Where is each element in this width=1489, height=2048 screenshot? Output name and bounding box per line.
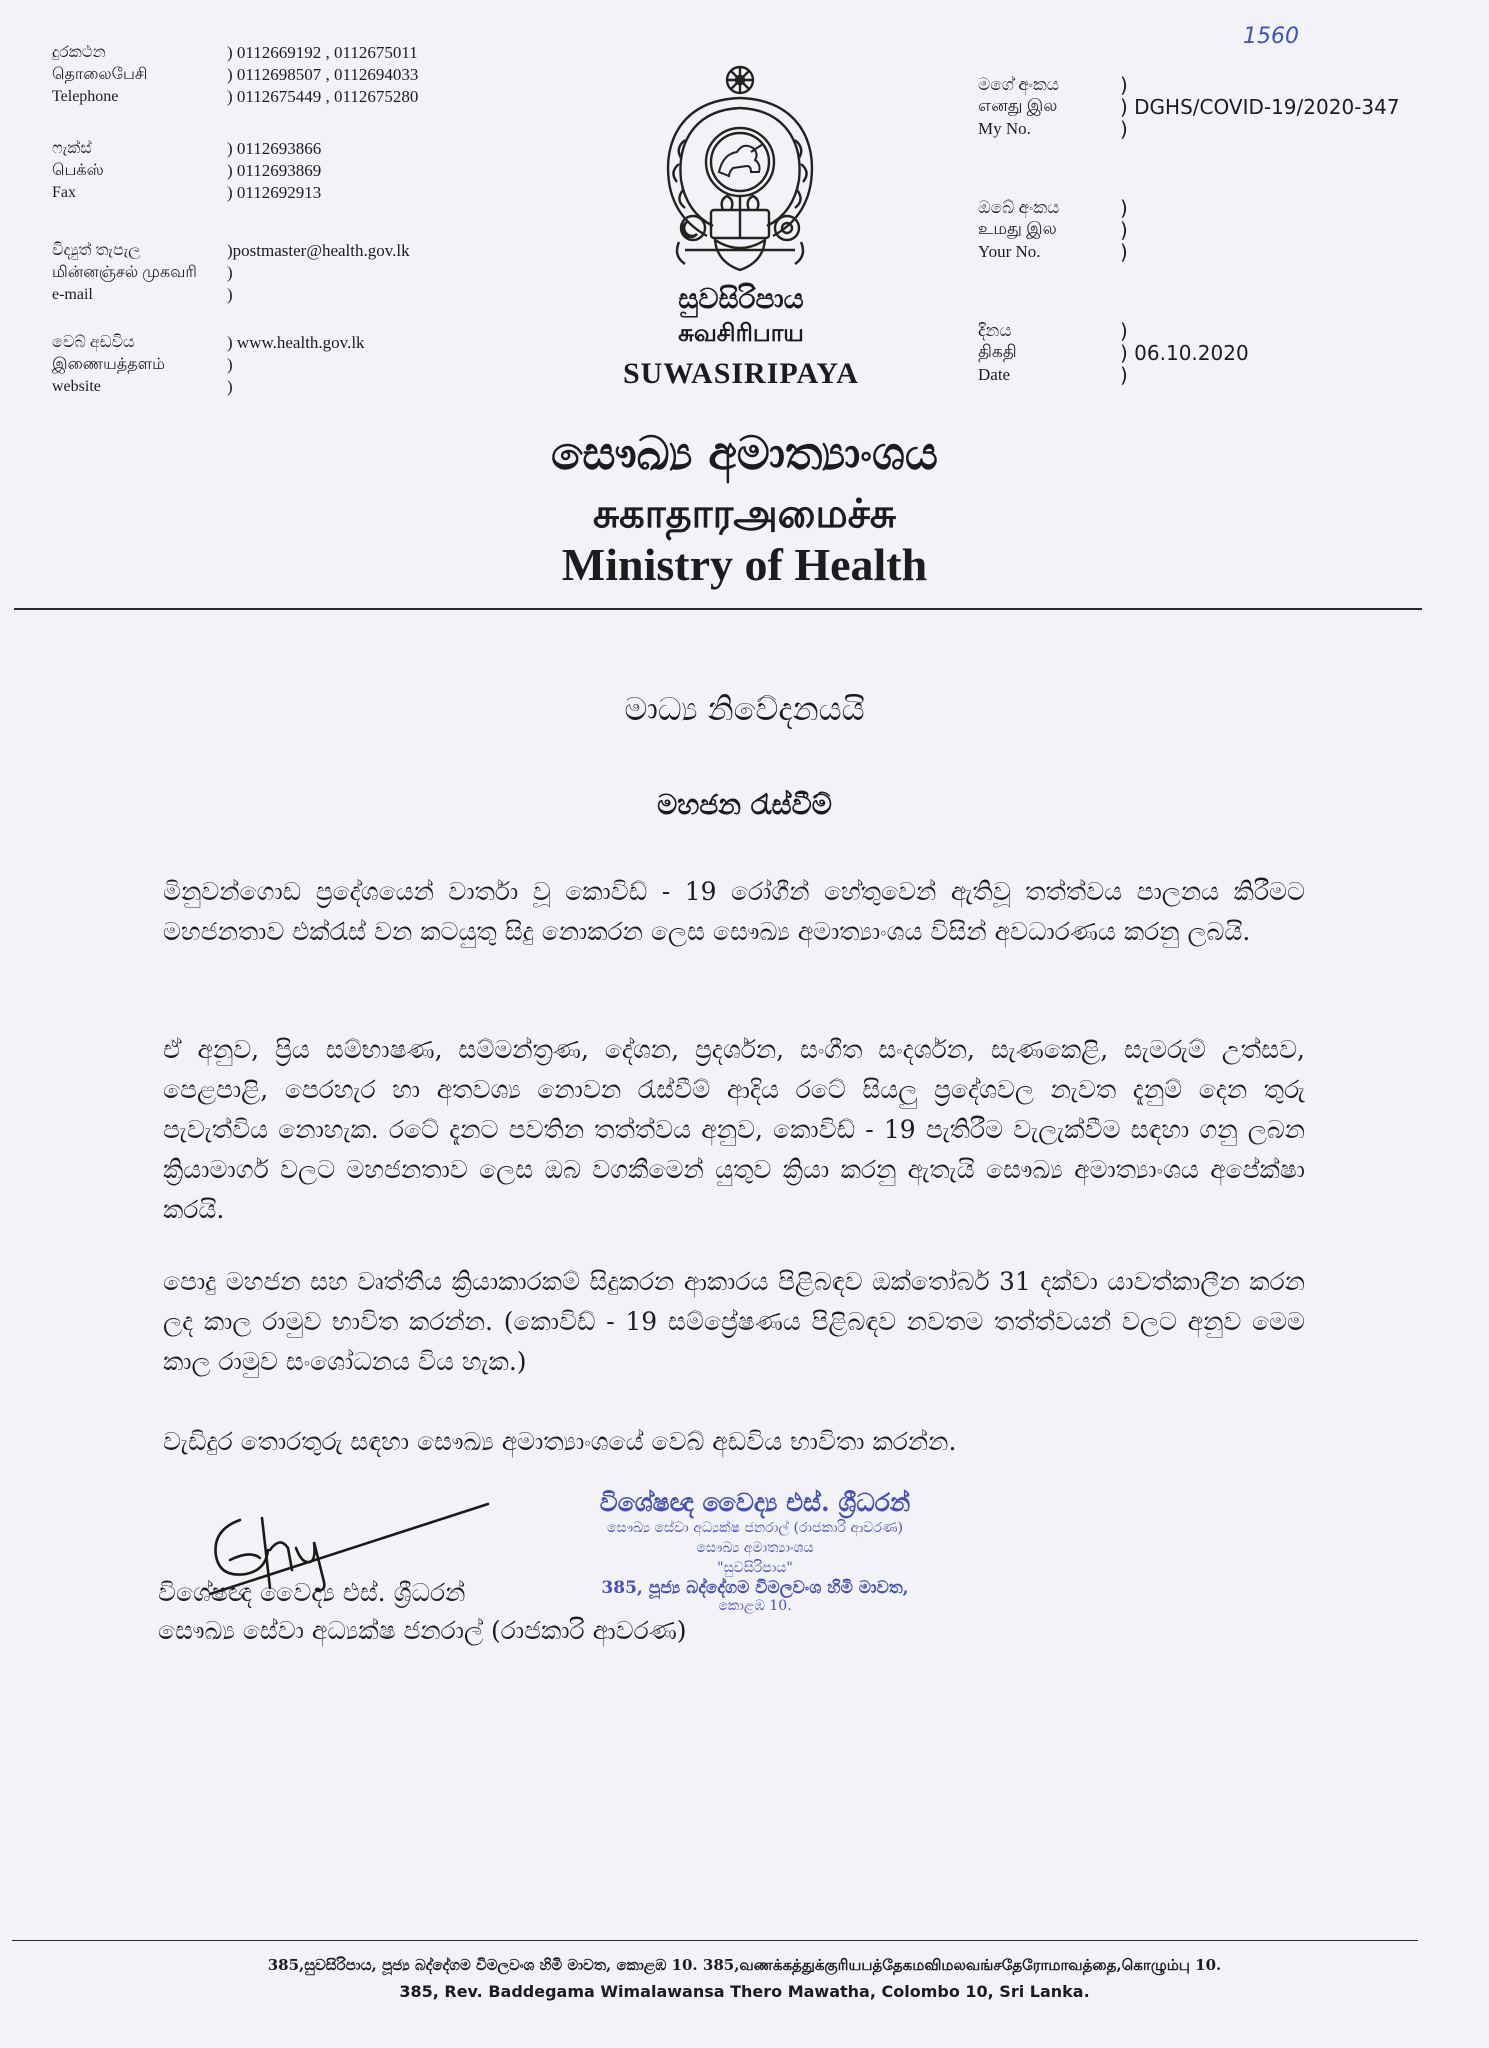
reference-my-no xyxy=(978,74,1400,140)
email-value-2: ) xyxy=(227,263,233,282)
telephone-value-3: ) 0112675449 , 0112675280 xyxy=(227,87,419,106)
signatory-title: සෞඛ්‍ය සේවා අධ්‍යක්ෂ ජනරාල් (රාජකාරි ආවරණ) xyxy=(158,1616,687,1645)
serial-number: 1560 xyxy=(1243,24,1299,49)
date-label-si: දිනය xyxy=(978,321,1012,340)
website-label-si: වෙබ් අඩවිය xyxy=(52,334,135,351)
telephone-label-en: Telephone xyxy=(52,88,119,105)
fax-label-ta: பெக்ஸ் xyxy=(52,162,104,179)
stamp-city: කොළඹ 10. xyxy=(718,1598,792,1614)
emblem-icon xyxy=(655,60,825,282)
telephone-value-1: ) 0112669192 , 0112675011 xyxy=(227,43,418,62)
paragraph-2: ඒ අනුව, ප්‍රිය සම්භාෂණ, සම්මන්ත්‍රණ, දේශන, ප්‍රදර්ශන, සංගීත සංදර්ශන, සැණකෙළි, සැමරුම් උත්සව, පෙළපාළි, පෙරහැර හා අතවශ්‍ය නොවන රැස්වීම් ආදිය රටේ සියලු ප්‍රදේශවල නැවත දැනුම් දෙන තුරු පැවැත්විය නොහැක. රටේ දැනට පවතින තත්ත්වය අනුව, කොවිඩ් - 19 පැතිරීම වැලැක්වීම සඳහා ගනු ලබන ක්‍රියාමාර්ග වලට මහජනතාව ලෙස ඔබ වගකීමෙන් යුතුව ක්‍රියා කරනු ඇතැයි සෞඛ්‍ය අමාත්‍යාංශය අපේක්ෂා කරයි. xyxy=(163,1035,1305,1224)
website-value-2: ) xyxy=(227,355,233,374)
email-label-ta: மின்னஞ்சல் முகவரி xyxy=(52,264,197,281)
stamp-address: 385, පූජ්‍ය බද්දේගම විමලවංශ හිමි මාවත, xyxy=(601,1578,909,1598)
stamp-name: විශේෂඥ වෛද්‍ය එස්. ශ්‍රීධරන් xyxy=(599,1488,911,1517)
telephone-label-si: දුරකථන xyxy=(52,44,106,61)
fax-label-si: ෆැක්ස් xyxy=(52,140,92,157)
my-no-value-3: ) xyxy=(1120,117,1128,141)
date-value-3: ) xyxy=(1120,363,1128,387)
my-no-value-1: ) xyxy=(1120,73,1128,97)
reference-date xyxy=(978,320,1249,386)
my-no-label-ta: எனது இல xyxy=(978,96,1058,115)
stamp-designation: සෞඛ්‍ය සේවා අධ්‍යක්ෂ ජනරාල් (රාජකාරි ආවරණ) xyxy=(607,1520,903,1536)
ministry-name-en: Ministry of Health xyxy=(561,539,928,590)
ministry-name-ta: சுகாதாரஅமைச்சு xyxy=(593,490,896,537)
your-no-label-si: ඔබේ අංකය xyxy=(978,198,1060,217)
fax-value-1: ) 0112693866 xyxy=(227,139,322,158)
fax-label-en: Fax xyxy=(52,184,76,201)
date-label-en: Date xyxy=(978,365,1011,384)
website-label-en: website xyxy=(52,378,101,395)
signatory-name: විශේෂඥ වෛද්‍ය එස්. ශ්‍රීධරන් xyxy=(158,1578,466,1607)
emblem-name-ta: சுவசிரிபாய xyxy=(678,318,804,347)
email-label-en: e-mail xyxy=(52,286,93,303)
stamp-building: "සුවසිරිපාය" xyxy=(717,1560,793,1576)
press-release-subtitle: මහජන රැස්වීම් xyxy=(657,788,832,821)
emblem-name-en: SUWASIRIPAYA xyxy=(623,357,859,390)
press-release-title: මාධ්‍ය නිවේදනයයි xyxy=(624,690,865,728)
date-value: ) 06.10.2020 xyxy=(1120,341,1249,365)
email-value: )postmaster@health.gov.lk xyxy=(227,241,410,260)
footer-divider xyxy=(12,1940,1418,1941)
official-stamp xyxy=(520,1488,990,1614)
emblem-name-si: සුවසිරිපාය xyxy=(678,282,804,315)
contact-website xyxy=(52,332,365,398)
header-divider xyxy=(14,608,1422,610)
paragraph-1: මිනුවන්ගොඩ ප්‍රදේශයෙන් වාර්තා වූ කොවිඩ් - 19 රෝගීන් හේතුවෙන් ඇතිවූ තත්ත්වය පාලනය කිරීමට මහජනතාව එක්රැස් වන කටයුතු සිදු නොකරන ලෙස සෞඛ්‍ය අමාත්‍යාංශය විසින් අවධාරණය කරනු ලබයි. xyxy=(163,877,1305,946)
ministry-name-si: සෞඛ්‍ය අමාත්‍යාංශය xyxy=(551,426,938,480)
my-no-label-en: My No. xyxy=(978,119,1031,138)
email-value-3: ) xyxy=(227,285,233,304)
date-label-ta: திகதி xyxy=(978,342,1017,361)
telephone-label-ta: தொலைபேசி xyxy=(52,66,148,83)
paragraph-3: පොදු මහජන සහ වෘත්තීය ක්‍රියාකාරකම් සිදුකරන ආකාරය පිළිබඳව ඔක්තෝබර් 31 දක්වා යාවත්කාලීන කරන ලද කාල රාමුව භාවිත කරන්න. (කොවිඩ් - 19 සම්ප්‍රේෂණය පිළිබඳව නවතම තත්ත්වයන් වලට අනුව මෙම කාල රාමුව සංශෝධනය විය හැක.) xyxy=(163,1267,1305,1376)
telephone-value-2: ) 0112698507 , 0112694033 xyxy=(227,65,419,84)
reference-your-no xyxy=(978,197,1128,263)
paragraph-4: වැඩිදුර තොරතුරු සඳහා සෞඛ්‍ය අමාත්‍යාංශයේ වෙබ් අඩවිය භාවිතා කරන්න. xyxy=(163,1427,957,1456)
stamp-ministry: සෞඛ්‍ය අමාත්‍යාංශය xyxy=(696,1540,814,1556)
fax-value-2: ) 0112693869 xyxy=(227,161,322,180)
footer-address-si-ta: 385,සුවසිරිපාය, පූජ්‍ය බද්දේගම විමලවංශ හිමි මාවත, කොළඹ 10. 385,வணக்கத்துக்குரியபத்தேகமவிமலவங்சதேரோமாவத்தை,கொழும்பு 10. xyxy=(267,1956,1222,1974)
your-no-value-3: ) xyxy=(1120,240,1128,264)
website-value: ) www.health.gov.lk xyxy=(227,333,365,352)
my-no-value: ) DGHS/COVID-19/2020-347 xyxy=(1120,95,1400,119)
your-no-value-1: ) xyxy=(1120,196,1128,220)
date-value-1: ) xyxy=(1120,319,1128,343)
your-no-value-2: ) xyxy=(1120,218,1128,242)
email-label-si: විද්‍යුත් තැපැල xyxy=(52,242,141,259)
fax-value-3: ) 0112692913 xyxy=(227,183,322,202)
your-no-label-en: Your No. xyxy=(978,242,1041,261)
website-label-ta: இணையத்தளம் xyxy=(52,356,165,373)
your-no-label-ta: உமது இல xyxy=(978,219,1057,238)
website-value-3: ) xyxy=(227,377,233,396)
contact-email xyxy=(52,240,410,306)
contact-fax xyxy=(52,138,321,204)
my-no-label-si: මගේ අංකය xyxy=(978,75,1060,94)
contact-telephone xyxy=(52,42,418,108)
footer-address-en: 385, Rev. Baddegama Wimalawansa Thero Mawatha, Colombo 10, Sri Lanka. xyxy=(399,1982,1090,2001)
